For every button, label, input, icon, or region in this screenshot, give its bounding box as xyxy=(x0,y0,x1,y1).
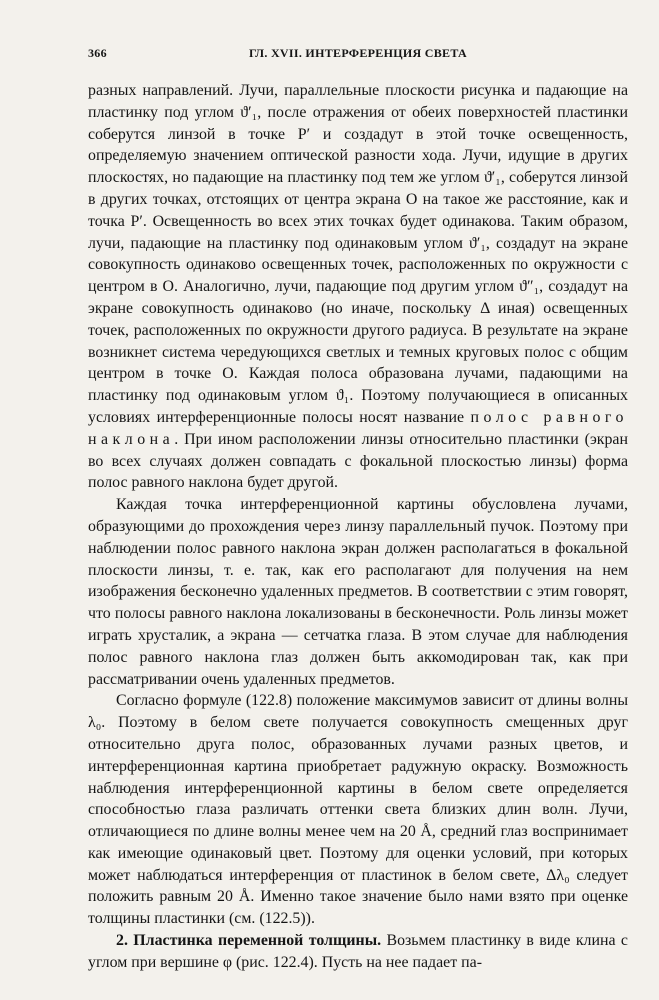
paragraph-3: Согласно формуле (122.8) положение максимумов зависит от длины волны λ₀. Поэтому в белом свете получается совокупность смещенных друг относительно друга полос, образованных лучами разных цветов, и интерференционная картина приобретает радужную окраску. Возможность наблюдения интерференционной картины в белом свете определяется способностью глаза различать оттенки света близких длин волн. Лучи, отличающиеся по длине волны менее чем на 20 Å, средний глаз воспринимает как имеющие одинаковый цвет. Поэтому для оценки условий, при которых может наблюдаться интерференция от пластинок в белом свете, Δλ₀ следует положить равным 20 Å. Именно такое значение было нами взято при оценке толщины пластинки (см. (122.5)). xyxy=(88,692,628,928)
paragraph-1-text-b: . При ином расположении линзы относительно пластинки (экран во всех случаях должен совпадать с фокальной плоскостью линзы) форма полос равного наклона будет другой. xyxy=(88,430,628,492)
page-header xyxy=(88,46,628,64)
section-heading: 2. Пластинка переменной толщины. xyxy=(116,932,382,950)
paragraph-4-text: Возьмем пластинку в виде клина с углом при вершине φ (рис. 122.4). Пусть на нее падает па- xyxy=(88,932,628,971)
page-body xyxy=(88,80,628,974)
paragraph-1 xyxy=(88,80,628,494)
paragraph-1-text-a: разных направлений. Лучи, параллельные плоскости рисунка и падающие на пластинку под углом ϑ′₁, после отражения от обеих поверхностей пластинки соберутся линзой в точке P′ и создадут в этой точке освещенность, определяемую значением оптической разности хода. Лучи, идущие в других плоскостях, но падающие на пластинку под тем же углом ϑ′₁, соберутся линзой в других точках, отстоящих от центра экрана O на такое же расстояние, как и точка P′. Освещенность во всех этих точках будет одинакова. Таким образом, лучи, падающие на пластинку под одинаковым углом ϑ′₁, создадут на экране совокупность одинаково освещенных точек, расположенных по окружности с центром в O. Аналогично, лучи, падающие под другим углом ϑ″₁, создадут на экране совокупность одинаково (но иначе, поскольку Δ иная) освещенных точек, расположенных по окружности другого радиуса. В результате на экране возникнет система чередующихся светлых и темных круговых полос с общим центром в точке O. Каждая полоса образована лучами, падающими на пластинку под одинаковым углом ϑ₁. Поэтому получающиеся в описанных условиях интерференционные полосы носят название xyxy=(88,82,628,426)
paragraph-2: Каждая точка интерференционной картины обусловлена лучами, образующими до прохождения через линзу параллельный пучок. Поэтому при наблюдении полос равного наклона экран должен располагаться в фокальной плоскости линзы, т. е. так, как его располагают для получения на нем изображения бесконечно удаленных предметов. В соответствии с этим говорят, что полосы равного наклона локализованы в бесконечности. Роль линзы может играть хрусталик, а экрана — сетчатка глаза. В этом случае для наблюдения полос равного наклона глаз должен быть аккомодирован так, как при рассматривании очень удаленных предметов. xyxy=(88,496,628,688)
term-equal-inclination-fringes: полос равного наклона xyxy=(88,408,628,448)
page-number: 366 xyxy=(88,46,107,60)
running-head: ГЛ. XVII. ИНТЕРФЕРЕНЦИЯ СВЕТА xyxy=(249,46,467,60)
paragraph-4 xyxy=(88,930,628,974)
